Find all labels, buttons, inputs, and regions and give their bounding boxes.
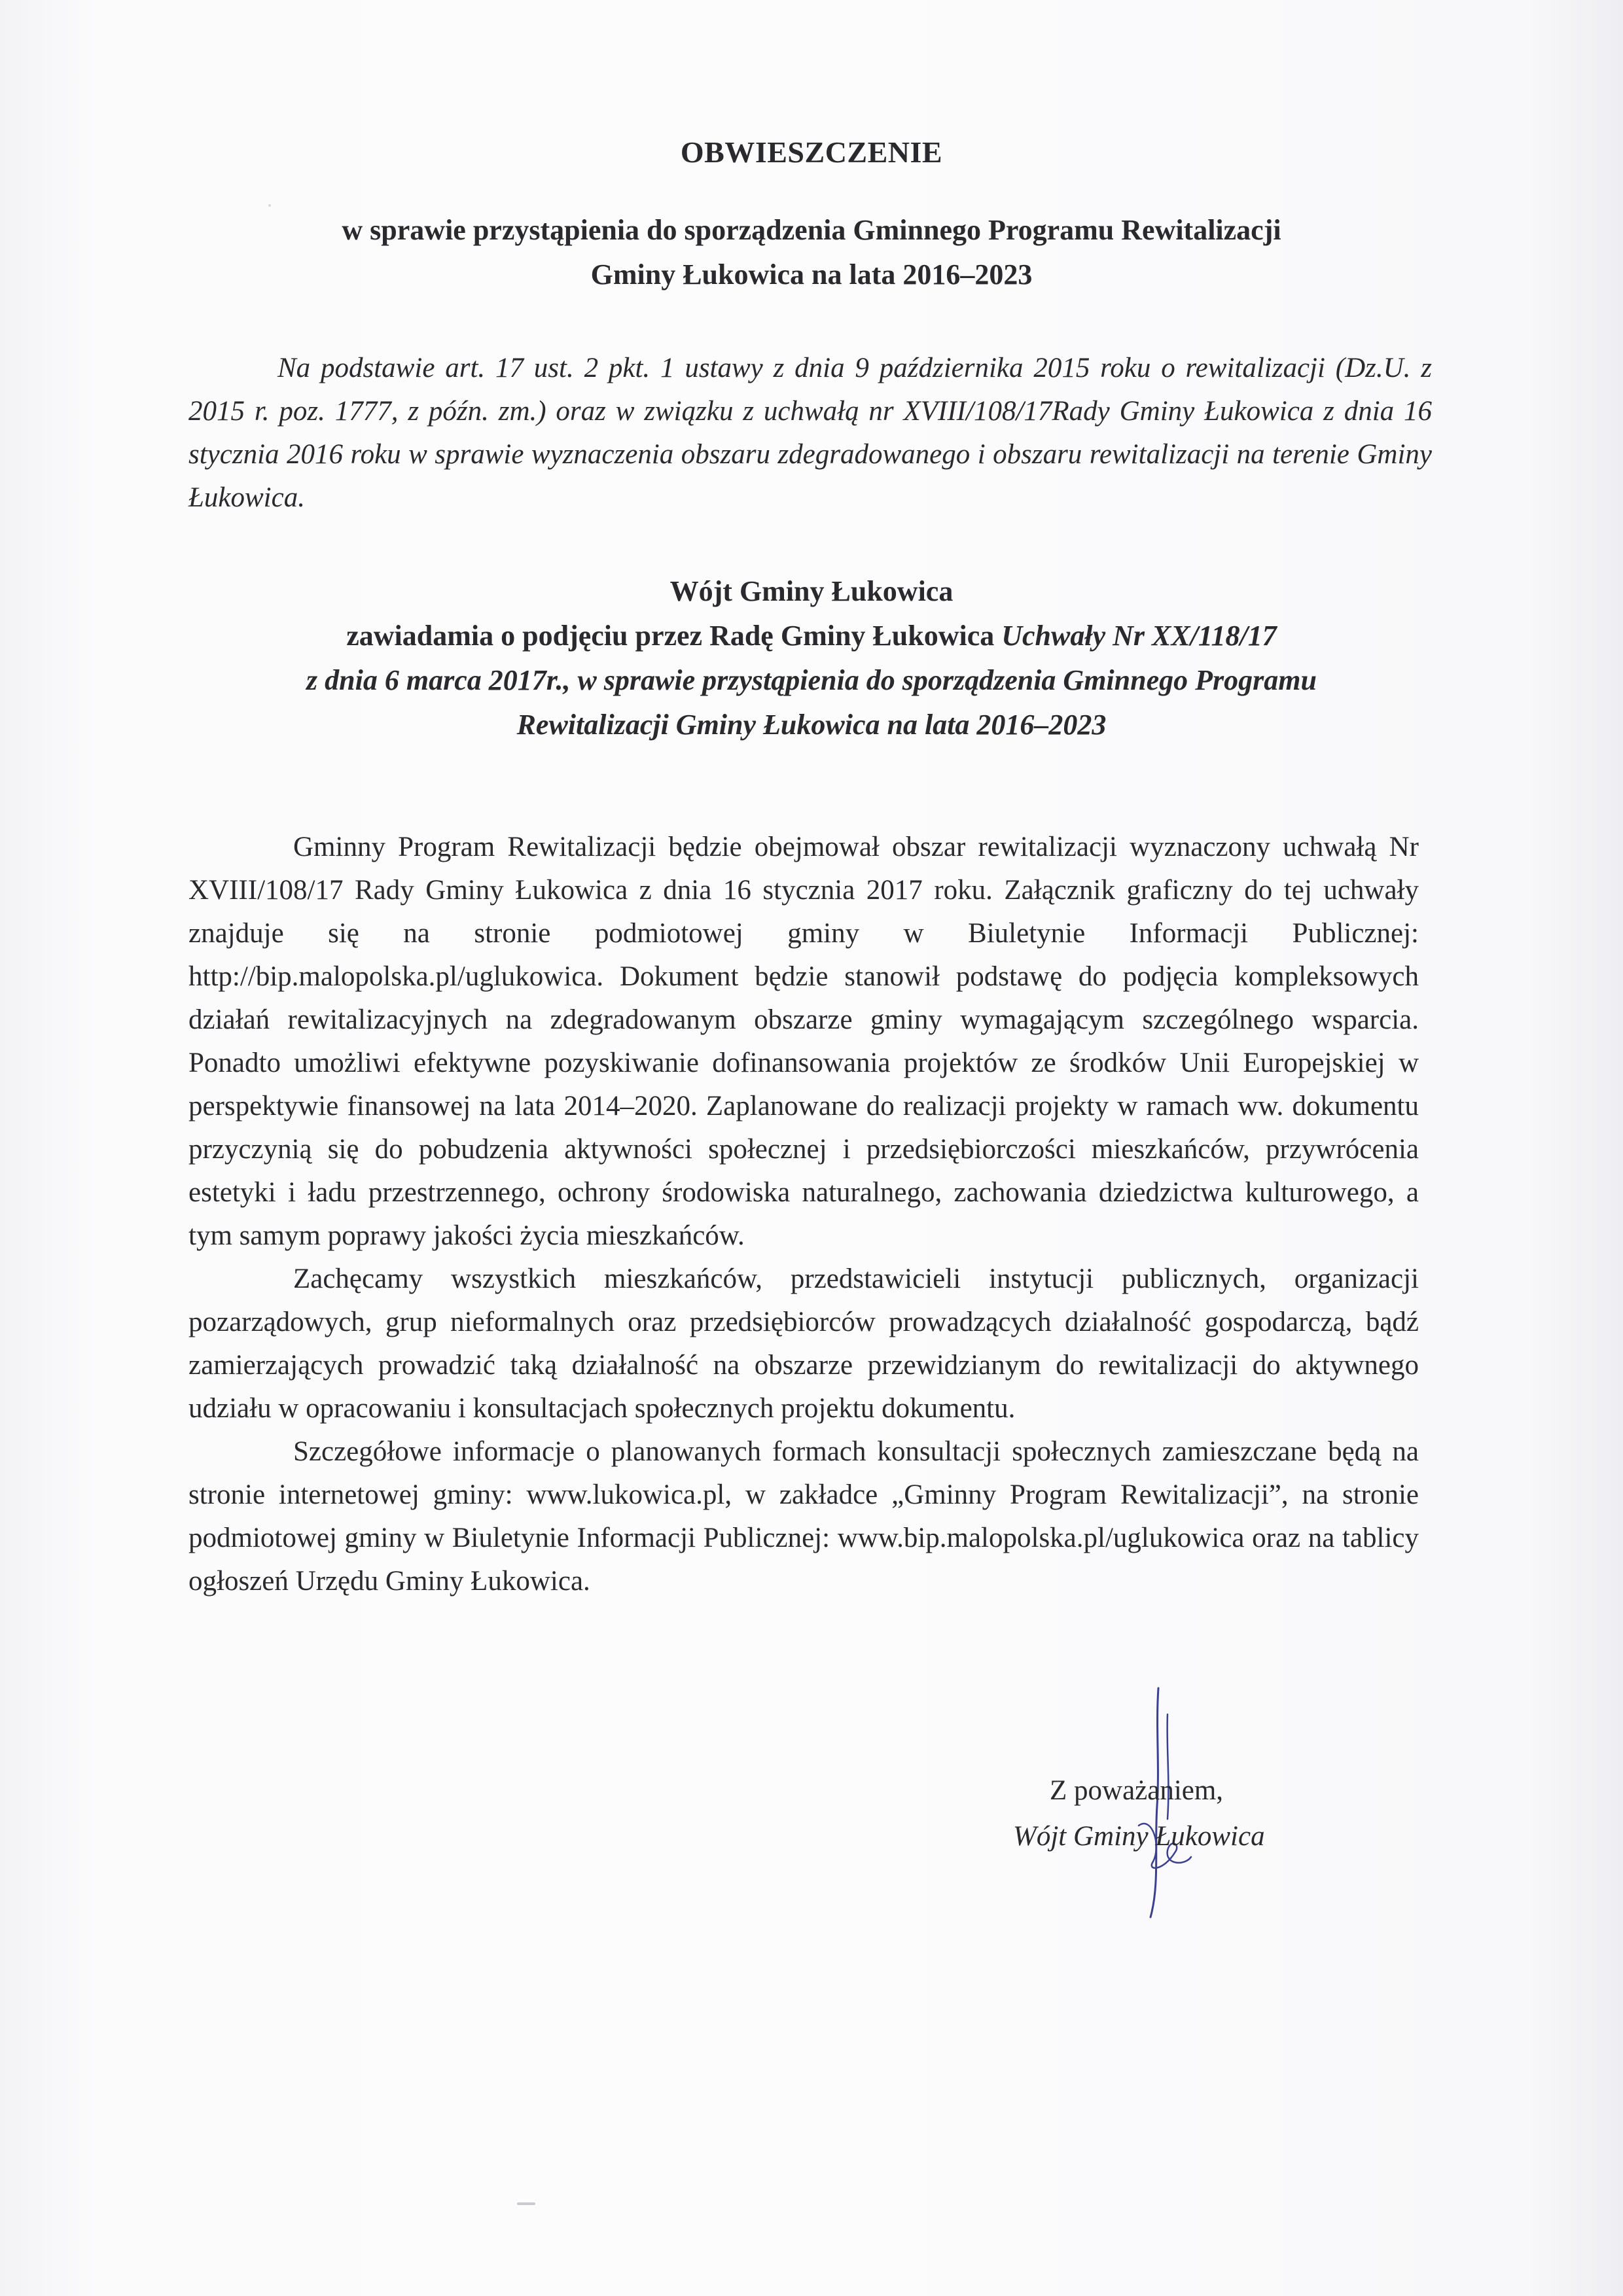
body-text	[188, 826, 1419, 1603]
document-title: OBWIESZCZENIE	[680, 135, 943, 169]
body-paragraph-1: Gminny Program Rewitalizacji będzie obejmował obszar rewitalizacji wyznaczony uchwałą Nr XVIII/108/17 Rady Gminy Łukowica z dnia 16 stycznia 2017 roku. Załącznik graficzny do tej uchwały znajduje się na stronie podmiotowej gminy w Biuletynie Informacji Publicznej: http://bip.malopolska.pl/uglukowica. Dokument będzie stanowił podstawę do podjęcia kompleksowych działań rewitalizacyjnych na zdegradowanym obszarze gminy wymagającym szczególnego wsparcia. Ponadto umożliwi efektywne pozyskiwanie dofinansowania projektów ze środków Unii Europejskiej w perspektywie finansowej na lata 2014–2020. Zaplanowane do realizacji projekty w ramach ww. dokumentu przyczynią się do pobudzenia aktywności społecznej i przedsiębiorczości mieszkańców, przywrócenia estetyki i ładu przestrzennego, ochrony środowiska naturalnego, zachowania dziedzictwa kulturowego, a tym samym poprawy jakości życia mieszkańców.	[188, 832, 1419, 1251]
subtitle-line-2: Gminy Łukowica na lata 2016–2023	[590, 258, 1033, 291]
document-subtitle	[0, 208, 1623, 297]
resolution-number: Uchwały Nr XX/118/17	[1001, 620, 1277, 652]
body-paragraph-2: Zachęcamy wszystkich mieszkańców, przedstawicieli instytucji publicznych, organizacji pozarządowych, grup nieformalnych oraz przedsiębiorców prowadzących działalność gospodarczą, bądź zamierzających prowadzić taką działalność na obszarze przewidzianym do rewitalizacji do aktywnego udziału w opracowaniu i konsultacjach społecznych projektu dokumentu.	[188, 1263, 1419, 1424]
announcement-block	[0, 569, 1623, 747]
legal-basis-text: Na podstawie art. 17 ust. 2 pkt. 1 ustawy z dnia 9 października 2015 roku o rewitalizacji (Dz.U. z 2015 r. poz. 1777, z późn. zm.) oraz w związku z uchwałą nr XVIII/108/17Rady Gminy Łukowica z dnia 16 stycznia 2016 roku w sprawie wyznaczenia obszaru zdegradowanego i obszaru rewitalizacji na terenie Gminy Łukowica.	[188, 353, 1432, 513]
announcement-authority: Wójt Gminy Łukowica	[669, 575, 954, 607]
body-paragraph-3: Szczegółowe informacje o planowanych formach konsultacji społecznych zamieszczane będą na stronie internetowej gminy: www.lukowica.pl, w zakładce „Gminny Program Rewitalizacji”, na stronie podmiotowej gminy w Biuletynie Informacji Publicznej: www.bip.malopolska.pl/uglukowica oraz na tablicy ogłoszeń Urzędu Gminy Łukowica.	[188, 1436, 1419, 1597]
closing-signatory: Wójt Gminy Łukowica	[1013, 1821, 1265, 1852]
closing-block	[1013, 1768, 1265, 1860]
announcement-line-4: Rewitalizacji Gminy Łukowica na lata 2016–2023	[516, 709, 1107, 741]
announcement-line-2	[0, 614, 1623, 658]
subtitle-line-1: w sprawie przystąpienia do sporządzenia Gminnego Programu Rewitalizacji	[342, 214, 1281, 246]
closing-greeting: Z poważaniem,	[1050, 1775, 1224, 1806]
scan-speck	[517, 2202, 535, 2205]
margin-mark	[268, 204, 271, 207]
announcement-line-2-bold: zawiadamia o podjęciu przez Radę Gminy Łukowica	[346, 620, 1002, 652]
legal-basis-paragraph	[188, 347, 1432, 520]
announcement-line-3: z dnia 6 marca 2017r., w sprawie przystąpienia do sporządzenia Gminnego Programu	[306, 664, 1317, 696]
